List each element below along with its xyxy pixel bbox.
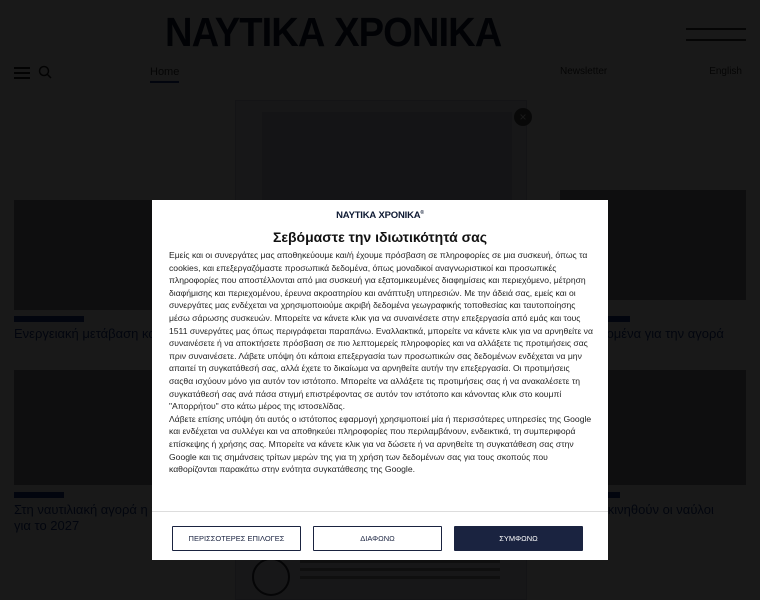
more-options-button[interactable]: ΠΕΡΙΣΣΟΤΕΡΕΣ ΕΠΙΛΟΓΕΣ	[172, 526, 301, 551]
agree-button[interactable]: ΣΥΜΦΩΝΩ	[454, 526, 583, 551]
consent-logo-mark: ®	[420, 210, 424, 216]
consent-logo-text: ΝΑΥΤΙΚΑ ΧΡΟΝΙΚΑ	[336, 210, 421, 222]
consent-logo	[152, 210, 608, 221]
consent-footer	[152, 511, 608, 560]
consent-body	[169, 249, 594, 476]
consent-google-paragraph: Λάβετε επίσης υπόψη ότι αυτός ο ιστότοπος εφαρμογή χρησιμοποιεί μία ή περισσότερες υπηρεσίες της Google και ενδέχεται να συλλέγει και να αποθηκεύει πληροφορίες που περιλαμβάνουν, ενδεικτικά, τη συμπεριφορά επίσκεψης ή χρήσης σας. Μπορείτε να κάνετε κλικ για να δώσετε ή να αρνηθείτε τη συγκατάθεση σας στην Google και τις σημάνσεις τρίτων μερών της για τη χρήση των δεδομένων σας για τους σκοπούς που καθορίζονται παρακάτω στην ενότητα συγκατάθεσης της Google.	[169, 413, 592, 475]
consent-paragraph: Εμείς και οι συνεργάτες μας αποθηκεύουμε και/ή έχουμε πρόσβαση σε πληροφορίες σε μια συσκευή, όπως τα cookies, και επεξεργαζόμαστε προσωπικά δεδομένα, όπως μοναδικοί αναγνωριστικοί και προσωπικές πληροφορίες που αποστέλλονται από μια συσκευή για εξατομικευμένες διαφημίσεις και περιεχόμενο, μέτρηση διαφήμισης και περιεχομένου, έρευνα ακροατηρίου και ανάπτυξη υπηρεσιών. Με την άδειά σας, εμείς και οι συνεργάτες μας ενδέχεται να χρησιμοποιούμε ακριβή δεδομένα γεωγραφικής τοποθεσίας και ταυτοποίησης μέσω σάρωσης συσκευών. Μπορείτε να κάνετε κλικ για να συναινέσετε στην επεξεργασία από εμάς και τους 1511 συνεργάτες μας όπως περιγράφεται παραπάνω. Εναλλακτικά, μπορείτε να κάνετε κλικ για να αρνηθείτε να συναινέσετε ή να αποκτήσετε πρόσβαση σε πιο λεπτομερείς πληροφορίες και να αλλάξετε τις προτιμήσεις σας πριν συναινέσετε. Λάβετε υπόψη ότι κάποια επεξεργασία των προσωπικών σας δεδομένων ενδέχεται να μην απαιτεί τη συγκατάθεσή σας, αλλά έχετε το δικαίωμα να αρνηθείτε αυτήν την επεξεργασία. Οι προτιμήσεις σαςθα ισχύουν μόνο για αυτόν τον ιστότοπο. Μπορείτε να αλλάξετε τις προτιμήσεις σας ή να ανακαλέσετε τη συγκατάθεσή σας ανά πάσα στιγμή επιστρέφοντας σε αυτόν τον ιστότοπο και κάνοντας κλικ στο κουμπί "Απορρήτου" στο κάτω μέρος της ιστοσελίδας.	[169, 250, 593, 412]
consent-title: Σεβόμαστε την ιδιωτικότητά σας	[272, 229, 488, 245]
consent-dialog	[152, 200, 608, 560]
disagree-button[interactable]: ΔΙΑΦΩΝΩ	[313, 526, 442, 551]
